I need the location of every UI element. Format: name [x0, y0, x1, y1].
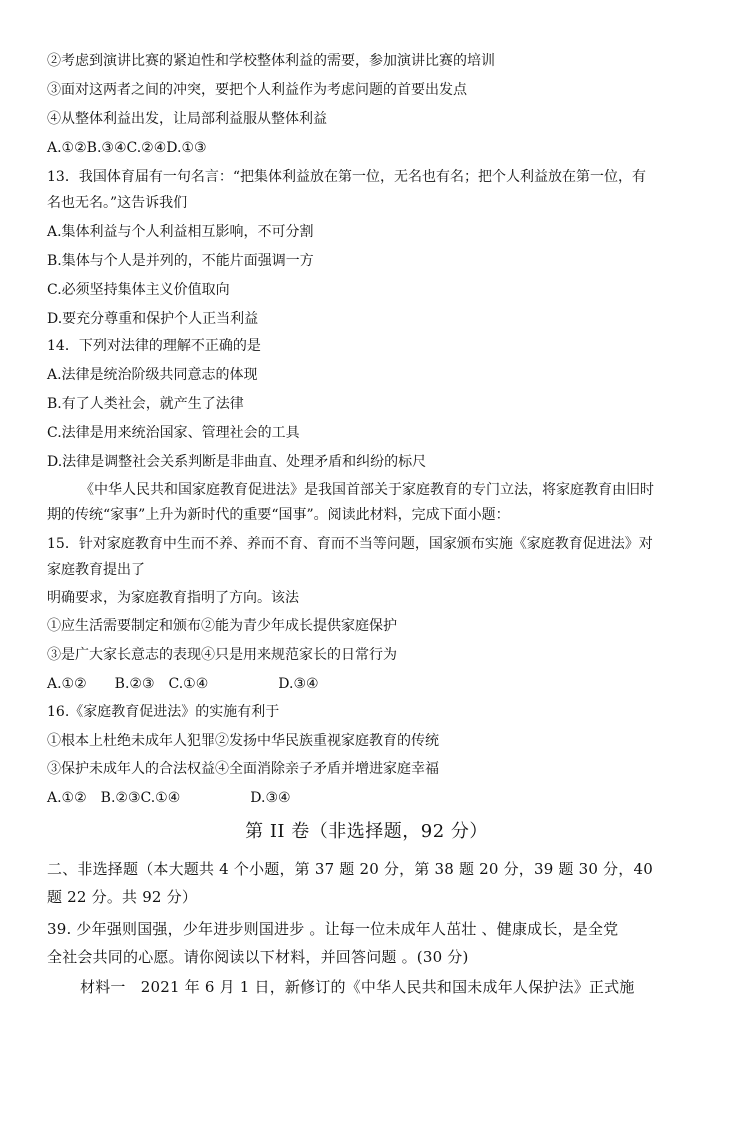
answer-options: A.①②B.③④C.②④D.①③ — [47, 140, 207, 156]
option-d: D.法律是调整社会关系判断是非曲直、处理矛盾和纠纷的标尺 — [47, 454, 427, 470]
answer-options: A.①② B.②③C.①④ D.③④ — [47, 790, 291, 806]
question-39: 39. 少年强则国强，少年进步则国进步 。让每一位未成年人茁壮 、健康成长，是全党 — [47, 920, 619, 938]
question-16: 16.《家庭教育促进法》的实施有利于 — [47, 704, 280, 720]
answer-options: A.①② B.②③ C.①④ D.③④ — [47, 676, 319, 692]
option-b: B.有了人类社会，就产生了法律 — [47, 396, 244, 412]
text-line: ①根本上杜绝未成年人犯罪②发扬中华民族重视家庭教育的传统 — [47, 733, 439, 749]
text-line: ③是广大家长意志的表现④只是用来规范家长的日常行为 — [47, 647, 397, 663]
text-line: ④从整体利益出发，让局部利益服从整体利益 — [47, 111, 327, 127]
text-line: ③面对这两者之间的冲突，要把个人利益作为考虑问题的首要出发点 — [47, 82, 467, 98]
text-line: 题 22 分。共 92 分） — [47, 888, 198, 906]
text-line: 名也无名。”这告诉我们 — [47, 195, 188, 211]
material-intro: 《中华人民共和国家庭教育促进法》是我国首部关于家庭教育的专门立法，将家庭教育由旧时 — [80, 482, 654, 498]
section-title: 第 II 卷（非选择题，92 分） — [245, 821, 488, 842]
option-d: D.要充分尊重和保护个人正当利益 — [47, 311, 259, 327]
option-c: C.必须坚持集体主义价值取向 — [47, 282, 230, 298]
section-instructions: 二、非选择题（本大题共 4 个小题，第 37 题 20 分，第 38 题 20 分，39 题 30 分，40 — [47, 860, 653, 878]
option-a: A.集体利益与个人利益相互影响，不可分割 — [47, 224, 314, 240]
text-line: 全社会共同的心愿。请你阅读以下材料，并回答问题 。(30 分) — [47, 948, 469, 966]
text-line: ②考虑到演讲比赛的紧迫性和学校整体利益的需要，参加演讲比赛的培训 — [47, 53, 495, 69]
text-line: ③保护未成年人的合法权益④全面消除亲子矛盾并增进家庭幸福 — [47, 761, 439, 777]
text-line: ①应生活需要制定和颁布②能为青少年成长提供家庭保护 — [47, 618, 397, 634]
text-line: 明确要求，为家庭教育指明了方向。该法 — [47, 590, 299, 606]
option-a: A.法律是统治阶级共同意志的体现 — [47, 367, 258, 383]
text-line: 家庭教育提出了 — [47, 562, 145, 578]
question-13: 13．我国体育届有一句名言：“把集体利益放在第一位，无名也有名；把个人利益放在第一位，有 — [47, 169, 646, 185]
option-c: C.法律是用来统治国家、管理社会的工具 — [47, 425, 300, 441]
text-line: 期的传统“家事”上升为新时代的重要“国事”。阅读此材料，完成下面小题： — [47, 507, 510, 523]
option-b: B.集体与个人是并列的，不能片面强调一方 — [47, 253, 314, 269]
question-14: 14．下列对法律的理解不正确的是 — [47, 338, 261, 354]
material-one: 材料一 2021 年 6 月 1 日，新修订的《中华人民共和国未成年人保护法》正式施 — [80, 978, 635, 996]
question-15: 15．针对家庭教育中生而不养、养而不育、育而不当等问题，国家颁布实施《家庭教育促进法》对 — [47, 536, 653, 552]
